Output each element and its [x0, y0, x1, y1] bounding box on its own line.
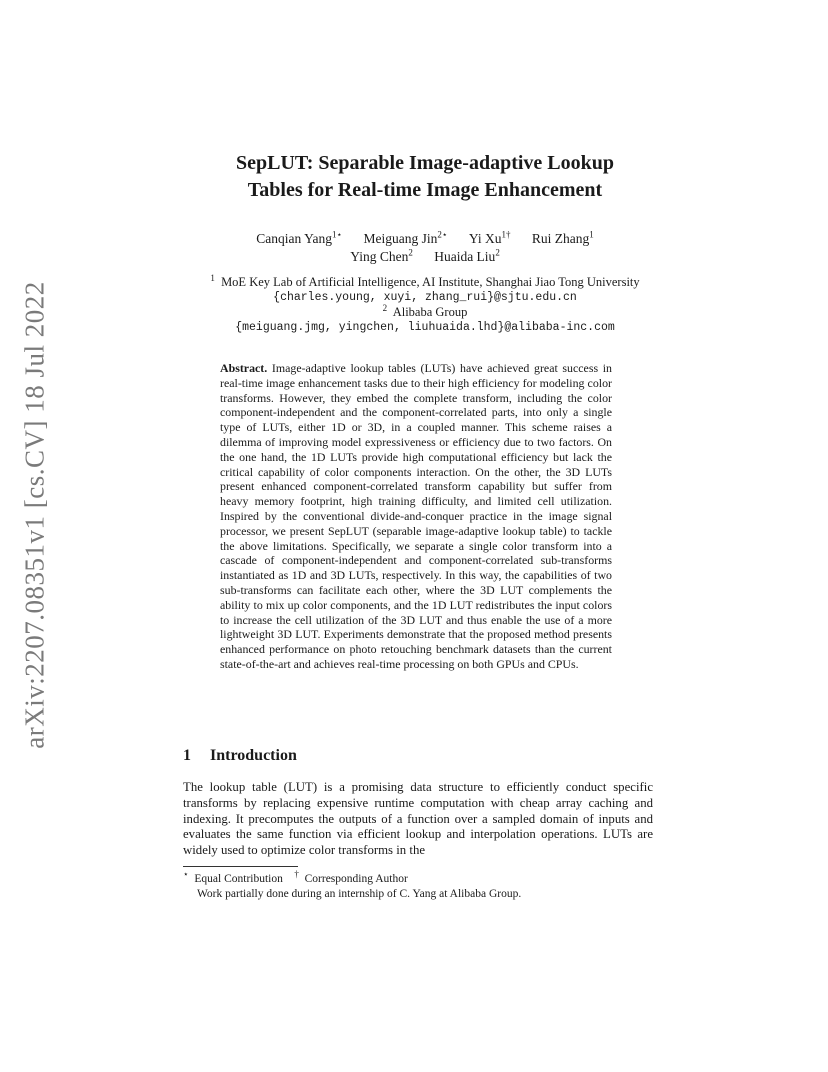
footnote-rule — [183, 866, 298, 867]
author: Ying Chen$^2$ — [350, 247, 413, 264]
affiliation-1-email: {charles.young, xuyi, zhang_rui}@sjtu.edu.cn — [273, 291, 577, 304]
footnotes — [183, 869, 522, 902]
affiliation-2: $^2$ Alibaba Group — [382, 302, 468, 319]
author: Yi $Xu^{1\dagger}$ — [468, 229, 511, 246]
section-heading — [183, 747, 297, 765]
author: Huaida Liu$^2$ — [434, 247, 500, 264]
author: Rui Zhang$^1$ — [531, 229, 594, 246]
abstract-label: Abstract. — [220, 361, 268, 375]
arxiv-identifier: arXiv:2207.08351v1 [cs.CV] 18 Jul 2022 — [19, 281, 50, 749]
intro-paragraph: The lookup table (LUT) is a promising data structure to efficiently conduct specific transforms by replacing expensive runtime computation with cheap array caching and indexing. It precomputes the outputs of a function over a sampled domain of inputs and evaluates the same function via efficient lookup and interpolation operations. LUTs are widely used to optimize color transforms in the — [183, 780, 653, 858]
footnote-line-1: ⋆ Equal Contribution † Corresponding Author — [183, 869, 408, 885]
abstract-text: Image-adaptive lookup tables (LUTs) have achieved great success in real-time image enhancement tasks due to their high efficiency for modeling color transforms. However, they embed the complete transform, including the color component-independent and the component-correlated parts, into only a single type of LUTs, either 1D or 3D, in a coupled manner. This scheme raises a dilemma of improving model expressiveness or efficiency due to two factors. On the one hand, the 1D LUTs provide high computational efficiency but lack the critical capability of color components interaction. On the other, the 3D LUTs present enhanced component-correlated transform capability but suffer from heavy memory footprint, high training difficulty, and limited cell utilization. Inspired by the conventional divide-and-conquer practice in the image signal processor, we present SepLUT (separable image-adaptive lookup table) to tackle the above limitations. Specifically, we separate a single color transform into a cascade of component-independent and component-correlated sub-transforms instantiated as 1D and 3D LUTs, respectively. In this way, the capabilities of two sub-transforms can facilitate each other, where the 3D LUT complements the ability to mix up color components, and the 1D LUT redistributes the input colors to increase the cell utilization of the 3D LUT and thus enable the use of a more lightweight 3D LUT. Experiments demonstrate that the proposed method presents enhanced performance on photo retouching benchmark datasets than the current state-of-the-art and achieves real-time processing on both GPUs and CPUs. — [220, 361, 612, 671]
affiliation-2-email: {meiguang.jmg, yingchen, liuhuaida.lhd}@alibaba-inc.com — [235, 321, 615, 334]
affiliations — [160, 272, 690, 335]
paper-title — [160, 150, 690, 204]
section-title: Introduction — [210, 747, 297, 764]
arxiv-sidebar — [12, 281, 58, 749]
author-row-2 — [180, 248, 670, 266]
title-line-2: Tables for Real-time Image Enhancement — [247, 179, 603, 201]
footnote-line-2: Work partially done during an internship of C. Yang at Alibaba Group. — [197, 888, 522, 900]
title-line-1: SepLUT: Separable Image-adaptive Lookup — [235, 152, 614, 174]
section-number: 1 — [183, 747, 191, 764]
author: Meiguang Jin$^{2⋆}$ — [363, 229, 448, 246]
affiliation-1: $^1$ MoE Key Lab of Artificial Intelligence, AI Institute, Shanghai Jiao Tong University — [210, 272, 640, 289]
author-list — [180, 230, 670, 266]
author: Canqian Yang$^{1⋆}$ — [256, 229, 343, 246]
abstract — [220, 361, 612, 672]
author-row-1 — [180, 230, 670, 248]
